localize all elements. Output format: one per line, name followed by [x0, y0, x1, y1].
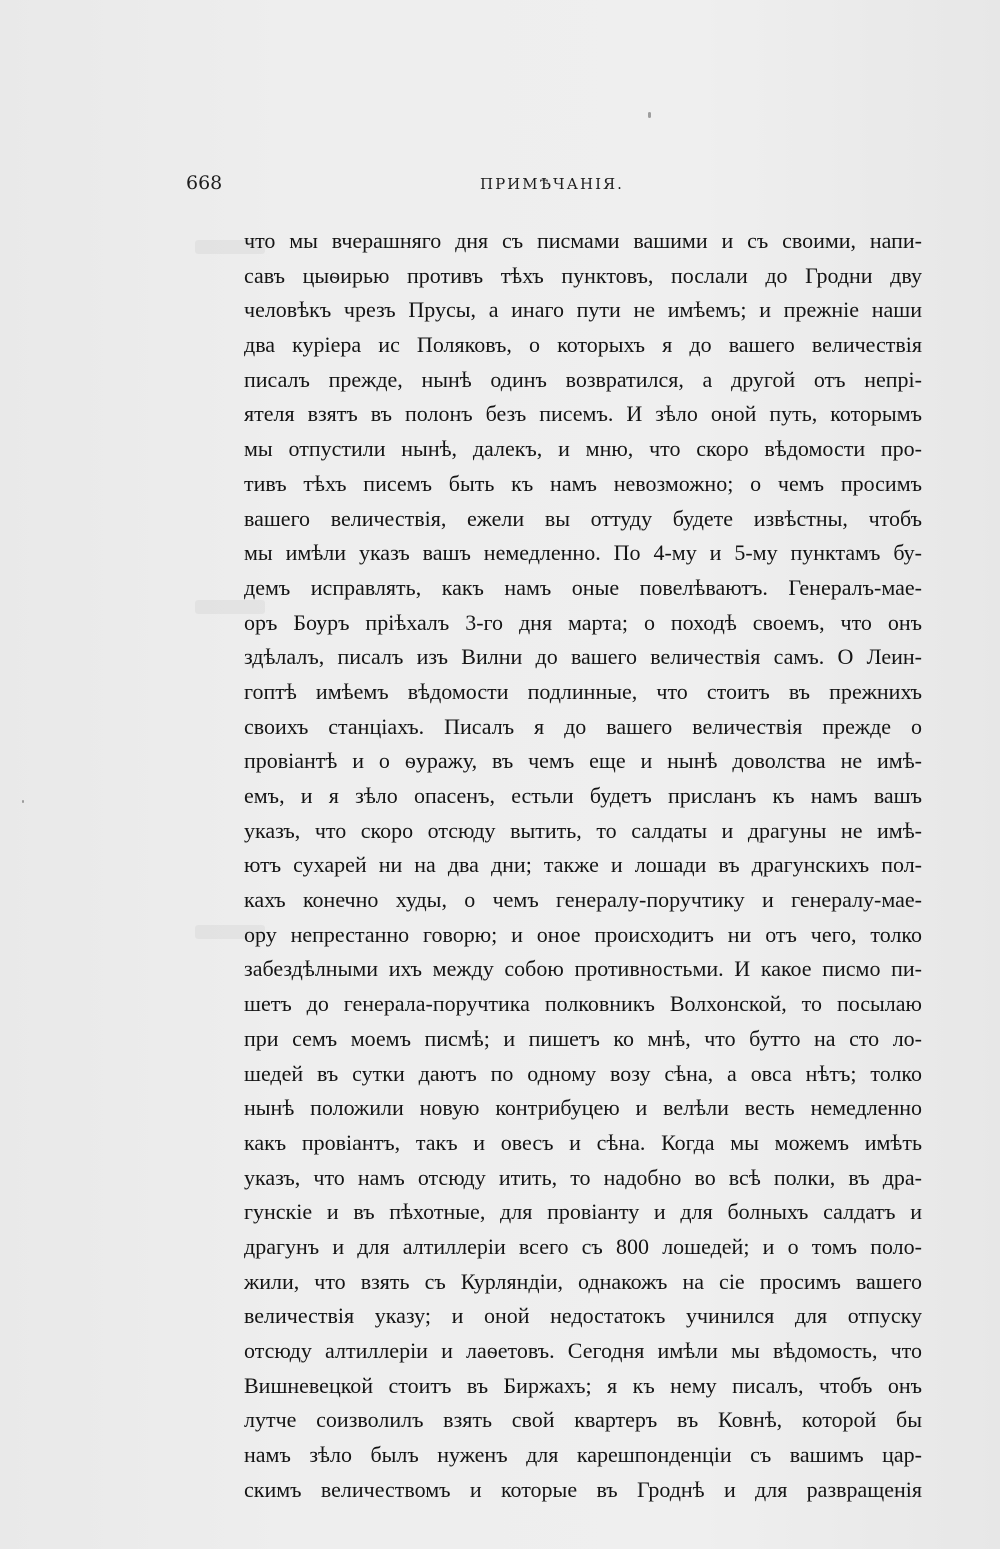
text-line: при семъ моемъ писмѣ; и пишетъ ко мнѣ, что бутто на сто ло-: [244, 1025, 922, 1051]
text-line: шетъ до генерала-поручтика полковникъ Волхонской, то посылаю: [244, 991, 922, 1017]
text-line: ятеля взятъ въ полонъ безъ писемъ. И зѣло оной путь, которымъ: [244, 401, 922, 427]
text-line: писалъ прежде, нынѣ одинъ возвратился, а другой отъ непрі-: [244, 366, 922, 392]
text-line: что мы вчерашняго дня съ писмами вашими и съ своими, напи-: [244, 228, 922, 253]
text-line: шедей въ сутки даютъ по одному возу сѣна, а овса нѣтъ; толко: [244, 1060, 922, 1086]
text-line: гоптѣ имѣемъ вѣдомости подлинные, что стоитъ въ прежнихъ: [244, 678, 922, 704]
text-line: какъ провіантъ, такъ и овесъ и сѣна. Когда мы можемъ имѣть: [244, 1129, 922, 1155]
text-line: лутче соизволилъ взять свой квартеръ въ Ковнѣ, которой бы: [244, 1407, 922, 1433]
text-line: демъ исправлять, какъ намъ оные повелѣваютъ. Генералъ-мае-: [244, 574, 922, 600]
text-line: своихъ станціахъ. Писалъ я до вашего величествія прежде о: [244, 713, 922, 739]
text-line: указъ, что скоро отсюду вытить, то салдаты и драгуны не имѣ-: [244, 817, 922, 843]
text-line: указъ, что намъ отсюду итить, то надобно во всѣ полки, въ дра-: [244, 1164, 922, 1190]
text-line: два куріера ис Поляковъ, о которыхъ я до вашего величествія: [244, 332, 922, 358]
text-line: тивъ тѣхъ писемъ быть къ намъ невозможно; о чемъ просимъ: [244, 470, 922, 496]
text-line: жили, что взять съ Курляндіи, однакожъ на сіе просимъ вашего: [244, 1268, 922, 1294]
text-line: гунскіе и въ пѣхотные, для провіанту и для болныхъ салдатъ и: [244, 1199, 922, 1225]
text-line: отсюду алтиллеріи и лаѳетовъ. Сегодня имѣли мы вѣдомость, что: [244, 1338, 922, 1363]
text-line: драгунъ и для алтиллеріи всего съ 800 лошедей; и о томъ поло-: [244, 1233, 922, 1259]
text-line: мы отпустили нынѣ, далекъ, и мню, что скоро вѣдомости про-: [244, 436, 922, 462]
running-head: ПРИМѢЧАНІЯ.: [480, 175, 624, 193]
text-line: оръ Боуръ пріѣхалъ 3-го дня марта; о походѣ своемъ, что онъ: [244, 609, 922, 635]
text-line: здѣлалъ, писалъ изъ Вилни до вашего величествія самъ. О Леин-: [244, 644, 922, 670]
text-line: нынѣ положили новую контрибуцею и велѣли весть немедленно: [244, 1095, 922, 1121]
text-line: савъ цыѳирью противъ тѣхъ пунктовъ, послали до Гродни дву: [244, 262, 922, 288]
text-line: ору непрестанно говорю; и оное происходитъ ни отъ чего, толко: [244, 921, 922, 947]
text-line: скимъ величествомъ и которые въ Гроднѣ и для развращенія: [244, 1476, 922, 1502]
text-line: величествія указу; и оной недостатокъ учинился для отпуску: [244, 1303, 922, 1329]
text-line: забездѣлными ихъ между собою противностьми. И какое писмо пи-: [244, 956, 922, 982]
text-line: Вишневецкой стоитъ въ Биржахъ; я къ нему писалъ, чтобъ онъ: [244, 1372, 922, 1398]
text-line: человѣкъ чрезъ Прусы, а инаго пути не имѣемъ; и прежніе наши: [244, 297, 922, 323]
paper-speck: [22, 800, 24, 803]
text-line: кахъ конечно худы, о чемъ генералу-поручтику и генералу-мае-: [244, 887, 922, 913]
paper-speck: [648, 112, 651, 118]
text-line: намъ зѣло былъ нуженъ для карешпонденціи съ вашимъ цар-: [244, 1442, 922, 1468]
text-line: мы имѣли указъ вашъ немедленно. По 4-му и 5-му пунктамъ бу-: [244, 540, 922, 566]
text-line: ютъ сухарей ни на два дни; также и лошади въ драгунскихъ пол-: [244, 852, 922, 878]
text-line: емъ, и я зѣло опасенъ, естьли будетъ присланъ къ намъ вашъ: [244, 783, 922, 808]
text-line: вашего величествія, ежели вы оттуду будете извѣстны, чтобъ: [244, 505, 922, 531]
body-text: [244, 224, 922, 1507]
page-number: 668: [186, 172, 223, 194]
text-line: провіантѣ и о ѳуражу, въ чемъ еще и нынѣ доволства не имѣ-: [244, 748, 922, 774]
